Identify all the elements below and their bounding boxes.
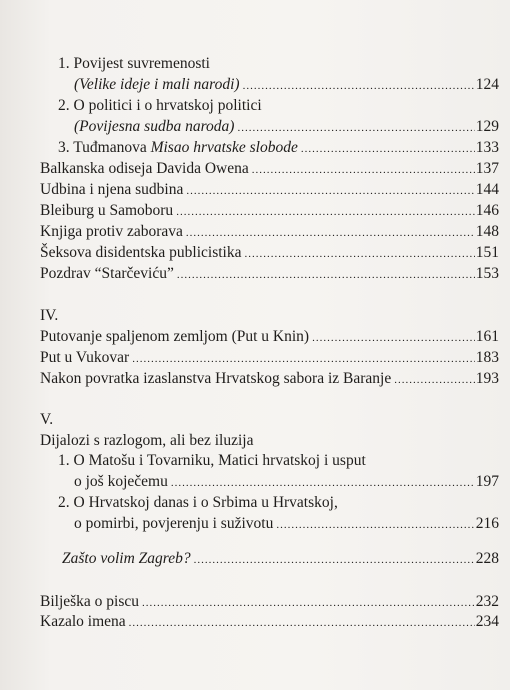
entry-title: Knjiga protiv zaborava [40,223,183,240]
page-number: 124 [475,76,499,93]
entry-title: Dijalozi s razlogom, ali bez iluzija [40,432,254,449]
dot-leader [132,349,475,368]
page-number: 232 [475,593,499,610]
page-number: 137 [475,160,499,177]
entry-title: 1. Povijest suvremenosti [58,55,210,72]
entry-title: Bleiburg u Samoboru [40,202,174,219]
entry-title: Kazalo imena [40,613,126,630]
page-number: 133 [475,139,499,156]
entry-title: 2. O Hrvatskoj danas i o Srbima u Hrvatskoj, [58,494,338,511]
page-number: 197 [475,473,499,490]
page-number: 144 [475,181,499,198]
toc-entry-povijesna-sudba[interactable] [74,118,499,137]
page-number: 146 [475,202,499,219]
entry-title: Pozdrav “Starčeviću” [40,265,174,282]
dot-leader [243,76,475,95]
entry-title-italic: Misao hrvatske slobode [150,139,298,156]
entry-title: (Povijesna sudba naroda) [74,118,235,135]
toc-entry-o-matosu [58,452,366,470]
toc-entry-knjiga-protiv-zaborava[interactable] [40,223,499,242]
entry-title: o još koječemu [74,473,168,490]
entry-title: 1. O Matošu i Tovarniku, Matici hrvatskoj i usput [58,452,366,469]
dot-leader [252,160,475,179]
dot-leader [177,265,475,284]
dot-leader [394,370,475,389]
toc-entry-balkanska-odiseja[interactable] [40,160,499,179]
toc-entry-nakon-povratka[interactable] [40,370,499,389]
dot-leader [312,328,475,347]
dot-leader [142,593,475,612]
entry-title: Nakon povratka izaslanstva Hrvatskog sabora iz Baranje [40,370,392,387]
toc-entry-kazalo-imena[interactable] [40,613,499,632]
section-heading-iv [40,307,58,325]
dot-leader [129,613,475,632]
page-number: 153 [475,265,499,282]
toc-entry-biljeska-o-piscu[interactable] [40,593,499,612]
toc-entry-bleiburg[interactable] [40,202,499,221]
toc-entry-zasto-volim-zagreb[interactable] [62,550,499,569]
toc-entry-putovanje-spaljenom-zemljom[interactable] [40,328,499,347]
dot-leader [186,223,475,242]
entry-title: 2. O politici i o hrvatskoj politici [58,97,262,114]
toc-entry-povijest-suvremenosti [58,55,210,73]
entry-title: (Velike ideje i mali narodi) [74,76,240,93]
entry-title: Šeksova disidentska publicistika [40,244,242,261]
dot-leader [276,515,474,534]
section-numeral: IV. [40,307,59,324]
dot-leader [301,139,475,158]
entry-title [58,139,298,157]
entry-title: Zašto volim Zagreb? [62,550,191,567]
page-number: 183 [475,349,499,366]
entry-title: Balkanska odiseja Davida Owena [40,160,249,177]
dot-leader [171,473,475,492]
dot-leader [237,118,474,137]
toc-entry-velike-ideje[interactable] [74,76,499,95]
page-number: 193 [475,370,499,387]
page-number: 161 [475,328,499,345]
toc-entry-put-u-vukovar[interactable] [40,349,499,368]
page-number: 228 [475,550,499,567]
page-number: 216 [475,515,499,532]
page-number: 151 [475,244,499,261]
section-numeral: V. [40,411,54,428]
toc-entry-pozdrav-starcevicu[interactable] [40,265,499,284]
entry-title-prefix: 3. Tuđmanova [58,139,151,156]
dot-leader [176,202,475,221]
entry-title: Putovanje spaljenom zemljom (Put u Knin) [40,328,310,345]
entry-title: Udbina i njena sudbina [40,181,184,198]
dot-leader [194,550,475,569]
entry-title: Put u Vukovar [40,349,130,366]
page-number: 234 [475,613,499,630]
toc-entry-o-politici [58,97,262,115]
toc-entry-o-jos-kojecemu[interactable] [74,473,499,492]
toc-entry-tudmanova-misao[interactable] [58,139,499,158]
toc-entry-udbina[interactable] [40,181,499,200]
toc-entry-seksova-publicistika[interactable] [40,244,499,263]
toc-entry-o-pomirbi[interactable] [74,515,499,534]
toc-entry-o-hrvatskoj-danas [58,494,338,512]
toc-entry-dijalozi [40,432,253,450]
dot-leader [244,244,474,263]
entry-title: Bilješka o piscu [40,593,140,610]
entry-title: o pomirbi, povjerenju i suživotu [74,515,274,532]
page-number: 129 [475,118,499,135]
dot-leader [186,181,474,200]
section-heading-v [40,411,53,429]
page-number: 148 [475,223,499,240]
